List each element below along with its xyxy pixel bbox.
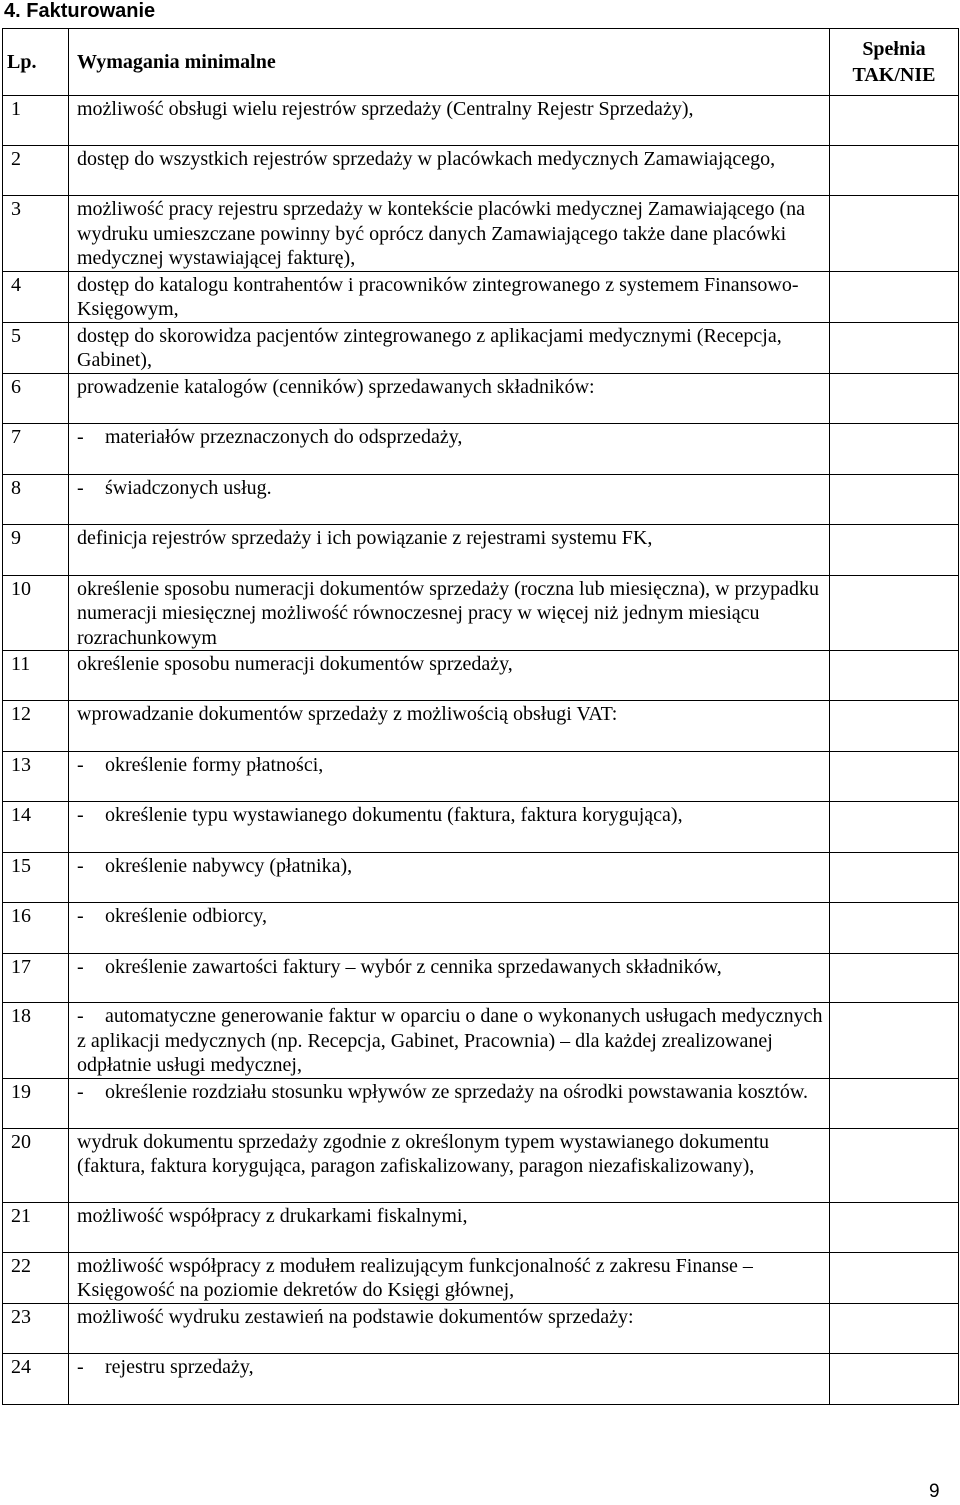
compliance-cell[interactable] xyxy=(830,1252,959,1303)
table-row xyxy=(3,954,959,1003)
table-row xyxy=(3,524,959,575)
compliance-cell[interactable] xyxy=(830,853,959,903)
row-number: 20 xyxy=(3,1128,69,1202)
table-row xyxy=(3,701,959,752)
list-dash: - xyxy=(77,855,84,877)
compliance-cell[interactable] xyxy=(830,1128,959,1202)
header-requirements: Wymagania minimalne xyxy=(69,29,830,96)
header-compliance xyxy=(830,29,959,96)
compliance-cell[interactable] xyxy=(830,146,959,196)
row-requirement xyxy=(69,1353,830,1404)
table-row xyxy=(3,1078,959,1128)
row-requirement: wydruk dokumentu sprzedaży zgodnie z określonym typem wystawianego dokumentu (faktura, faktura korygująca, paragon zafiskalizowany, paragon niezafiskalizowany), xyxy=(69,1128,830,1202)
requirements-table xyxy=(2,28,959,1405)
row-number: 23 xyxy=(3,1303,69,1353)
compliance-cell[interactable] xyxy=(830,954,959,1003)
compliance-cell[interactable] xyxy=(830,96,959,146)
row-requirement: wprowadzanie dokumentów sprzedaży z możliwością obsługi VAT: xyxy=(69,701,830,752)
list-dash: - xyxy=(77,1005,84,1027)
row-number: 17 xyxy=(3,954,69,1003)
list-dash: - xyxy=(77,476,84,499)
row-requirement-text: określenie typu wystawianego dokumentu (faktura, faktura korygująca), xyxy=(105,804,683,826)
row-requirement-text: materiałów przeznaczonych do odsprzedaży, xyxy=(105,425,463,448)
table-row xyxy=(3,1303,959,1353)
table-row xyxy=(3,752,959,802)
row-number: 1 xyxy=(3,96,69,146)
compliance-cell[interactable] xyxy=(830,423,959,474)
table-row xyxy=(3,575,959,651)
table-row xyxy=(3,271,959,322)
row-requirement: możliwość współpracy z drukarkami fiskalnymi, xyxy=(69,1202,830,1252)
row-number: 12 xyxy=(3,701,69,752)
row-requirement: określenie sposobu numeracji dokumentów sprzedaży, xyxy=(69,651,830,701)
table-row xyxy=(3,651,959,701)
row-number: 9 xyxy=(3,524,69,575)
compliance-cell[interactable] xyxy=(830,1003,959,1079)
compliance-cell[interactable] xyxy=(830,1353,959,1404)
row-number: 4 xyxy=(3,271,69,322)
row-requirement xyxy=(69,853,830,903)
row-requirement-text: określenie rozdziału stosunku wpływów ze sprzedaży na ośrodki powstawania kosztów. xyxy=(105,1080,808,1103)
compliance-cell[interactable] xyxy=(830,752,959,802)
table-row xyxy=(3,1003,959,1079)
compliance-cell[interactable] xyxy=(830,271,959,322)
table-row xyxy=(3,1252,959,1303)
table-row xyxy=(3,96,959,146)
compliance-cell[interactable] xyxy=(830,903,959,954)
table-body xyxy=(3,96,959,1405)
row-requirement: możliwość obsługi wielu rejestrów sprzedaży (Centralny Rejestr Sprzedaży), xyxy=(69,96,830,146)
row-requirement: dostęp do skorowidza pacjentów zintegrowanego z aplikacjami medycznymi (Recepcja, Gabinet), xyxy=(69,322,830,373)
compliance-cell[interactable] xyxy=(830,802,959,853)
row-requirement: definicja rejestrów sprzedaży i ich powiązanie z rejestrami systemu FK, xyxy=(69,524,830,575)
row-requirement-text: określenie nabywcy (płatnika), xyxy=(105,855,353,877)
row-requirement-text: określenie zawartości faktury – wybór z cennika sprzedawanych składników, xyxy=(105,956,722,978)
row-requirement: możliwość współpracy z modułem realizującym funkcjonalność z zakresu Finanse – Księgowość na poziomie dekretów do Księgi głównej, xyxy=(69,1252,830,1303)
row-requirement xyxy=(69,903,830,954)
header-compliance-line1: Spełnia xyxy=(862,38,926,60)
table-row xyxy=(3,474,959,524)
list-dash: - xyxy=(77,905,84,927)
table-row xyxy=(3,322,959,373)
row-requirement: określenie sposobu numeracji dokumentów sprzedaży (roczna lub miesięczna), w przypadku numeracji miesięcznej możliwość równoczesnej pracy w więcej niż jednym miesiącu rozrachunkowym xyxy=(69,575,830,651)
row-number: 5 xyxy=(3,322,69,373)
row-number: 8 xyxy=(3,474,69,524)
row-requirement xyxy=(69,802,830,853)
compliance-cell[interactable] xyxy=(830,1303,959,1353)
row-number: 11 xyxy=(3,651,69,701)
row-requirement-text: świadczonych usług. xyxy=(105,476,272,499)
header-compliance-line2: TAK/NIE xyxy=(852,64,936,86)
list-dash: - xyxy=(77,754,84,776)
compliance-cell[interactable] xyxy=(830,196,959,272)
row-requirement-text: rejestru sprzedaży, xyxy=(105,1355,254,1378)
row-number: 2 xyxy=(3,146,69,196)
page-number: 9 xyxy=(929,1481,940,1502)
row-requirement: dostęp do wszystkich rejestrów sprzedaży w placówkach medycznych Zamawiającego, xyxy=(69,146,830,196)
row-number: 13 xyxy=(3,752,69,802)
table-header-row xyxy=(3,29,959,96)
row-requirement: dostęp do katalogu kontrahentów i pracowników zintegrowanego z systemem Finansowo-Księgowym, xyxy=(69,271,830,322)
row-number: 16 xyxy=(3,903,69,954)
row-requirement-text: automatyczne generowanie faktur w oparciu o dane o wykonanych usługach medycznych z aplikacji medycznych (np. Recepcja, Gabinet, Pracownia) – dla każdej zrealizowanej odpłatnie usługi medycznej, xyxy=(77,1005,823,1076)
row-requirement xyxy=(69,423,830,474)
compliance-cell[interactable] xyxy=(830,651,959,701)
row-number: 10 xyxy=(3,575,69,651)
row-number: 18 xyxy=(3,1003,69,1079)
row-requirement xyxy=(69,1078,830,1128)
row-requirement: prowadzenie katalogów (cenników) sprzedawanych składników: xyxy=(69,373,830,423)
row-number: 21 xyxy=(3,1202,69,1252)
row-number: 14 xyxy=(3,802,69,853)
row-requirement xyxy=(69,1003,830,1079)
row-requirement: możliwość pracy rejestru sprzedaży w kontekście placówki medycznej Zamawiającego (na wydruku umieszczane powinny być oprócz danych Zamawiającego także dane placówki medycznej wystawiającej fakturę), xyxy=(69,196,830,272)
table-row xyxy=(3,373,959,423)
table-row xyxy=(3,146,959,196)
table-row xyxy=(3,1128,959,1202)
row-requirement-text: określenie formy płatności, xyxy=(105,754,324,776)
table-row xyxy=(3,196,959,272)
list-dash: - xyxy=(77,956,84,978)
row-number: 19 xyxy=(3,1078,69,1128)
row-number: 24 xyxy=(3,1353,69,1404)
table-row xyxy=(3,423,959,474)
row-requirement xyxy=(69,752,830,802)
compliance-cell[interactable] xyxy=(830,373,959,423)
row-requirement xyxy=(69,954,830,1003)
list-dash: - xyxy=(77,1080,84,1103)
table-row xyxy=(3,802,959,853)
row-requirement: możliwość wydruku zestawień na podstawie dokumentów sprzedaży: xyxy=(69,1303,830,1353)
row-requirement xyxy=(69,474,830,524)
row-number: 6 xyxy=(3,373,69,423)
compliance-cell[interactable] xyxy=(830,1202,959,1252)
compliance-cell[interactable] xyxy=(830,524,959,575)
compliance-cell[interactable] xyxy=(830,474,959,524)
table-row xyxy=(3,903,959,954)
table-row xyxy=(3,1353,959,1404)
compliance-cell[interactable] xyxy=(830,701,959,752)
header-number: Lp. xyxy=(3,29,69,96)
compliance-cell[interactable] xyxy=(830,322,959,373)
row-number: 22 xyxy=(3,1252,69,1303)
compliance-cell[interactable] xyxy=(830,1078,959,1128)
list-dash: - xyxy=(77,425,84,448)
list-dash: - xyxy=(77,1355,84,1378)
section-title: 4. Fakturowanie xyxy=(4,0,156,22)
list-dash: - xyxy=(77,804,84,826)
row-number: 7 xyxy=(3,423,69,474)
row-requirement-text: określenie odbiorcy, xyxy=(105,905,267,927)
compliance-cell[interactable] xyxy=(830,575,959,651)
row-number: 15 xyxy=(3,853,69,903)
table-row xyxy=(3,1202,959,1252)
table-row xyxy=(3,853,959,903)
row-number: 3 xyxy=(3,196,69,272)
